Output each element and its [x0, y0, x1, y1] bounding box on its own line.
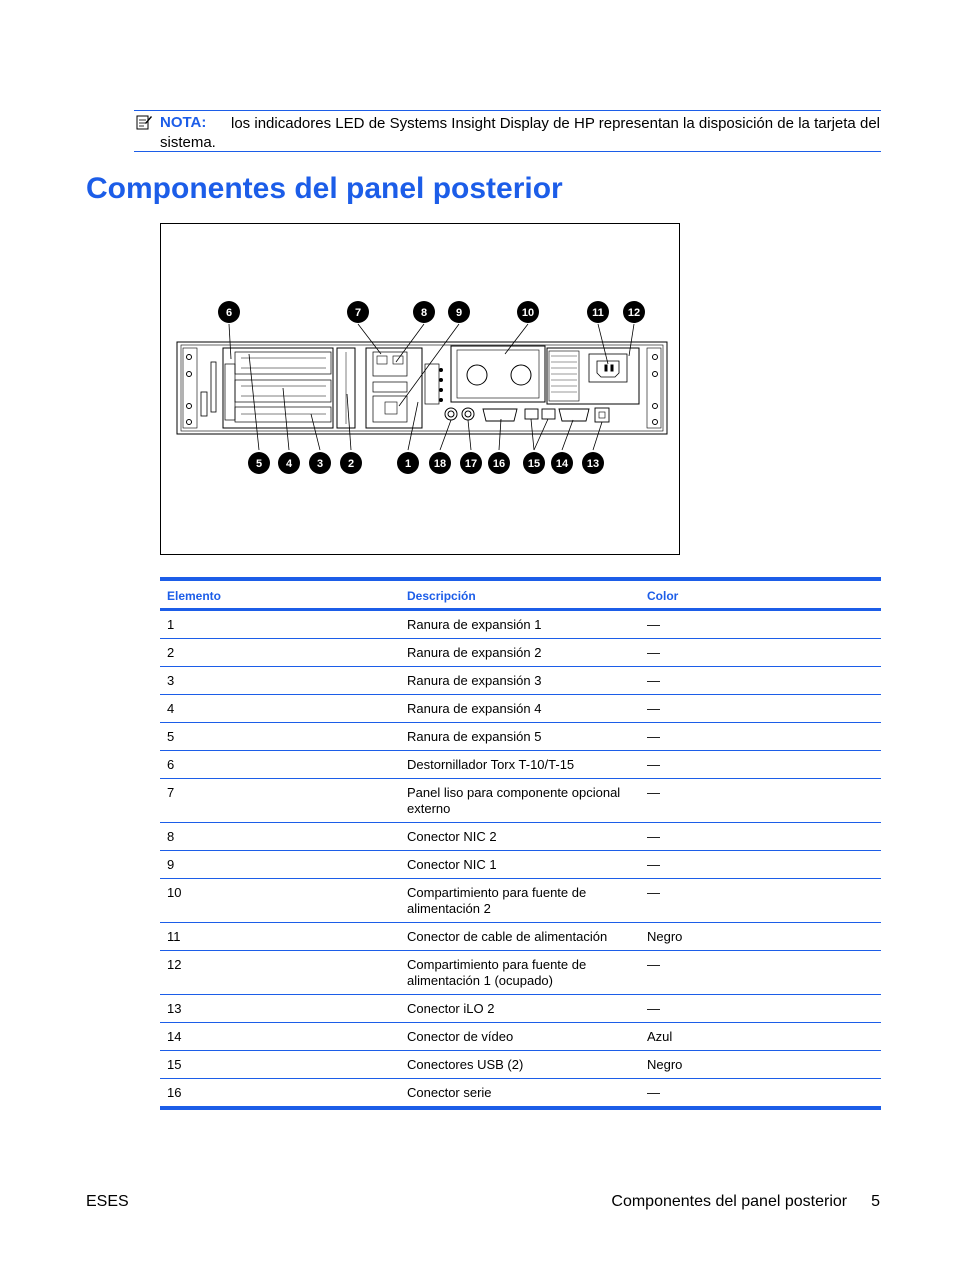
cell-item: 2 [160, 638, 400, 666]
svg-text:17: 17 [464, 458, 478, 470]
table-row [160, 822, 881, 850]
svg-text:12: 12 [627, 307, 641, 319]
callout-5 [248, 452, 270, 474]
cell-description: Ranura de expansión 4 [400, 694, 640, 722]
table-row [160, 1078, 881, 1108]
svg-text:1: 1 [404, 458, 412, 470]
cell-color: Azul [640, 1022, 881, 1050]
callout-15 [523, 452, 545, 474]
cell-item: 16 [160, 1078, 400, 1108]
cell-color: — [640, 950, 881, 994]
cell-color: — [640, 850, 881, 878]
table-header-row [160, 579, 881, 609]
cell-color: — [640, 609, 881, 638]
rear-panel-figure [160, 223, 680, 555]
cell-item: 8 [160, 822, 400, 850]
cell-description: Ranura de expansión 1 [400, 609, 640, 638]
cell-color: — [640, 822, 881, 850]
cell-description: Ranura de expansión 5 [400, 722, 640, 750]
footer-section-title: Componentes del panel posterior [611, 1193, 848, 1210]
callout-11 [587, 301, 609, 323]
callout-14 [551, 452, 573, 474]
cell-description: Conectores USB (2) [400, 1050, 640, 1078]
cell-color: — [640, 994, 881, 1022]
cell-description: Compartimiento para fuente de alimentación 2 [400, 878, 640, 922]
callout-3 [309, 452, 331, 474]
svg-text:8: 8 [420, 307, 428, 319]
callout-12 [623, 301, 645, 323]
callout-6 [218, 301, 240, 323]
cell-item: 6 [160, 750, 400, 778]
cell-description: Destornillador Torx T-10/T-15 [400, 750, 640, 778]
callout-1 [397, 452, 419, 474]
note-box [134, 110, 881, 152]
svg-text:2: 2 [347, 458, 355, 470]
footer-locale: ESES [86, 1193, 129, 1210]
cell-color: — [640, 666, 881, 694]
table-row [160, 666, 881, 694]
cell-color: — [640, 1078, 881, 1108]
svg-text:4: 4 [285, 458, 293, 470]
table-row [160, 850, 881, 878]
svg-text:6: 6 [225, 307, 233, 319]
cell-description: Conector NIC 1 [400, 850, 640, 878]
cell-description: Conector de vídeo [400, 1022, 640, 1050]
page-number: 5 [871, 1193, 880, 1210]
footer-right [611, 1193, 880, 1211]
callout-9 [448, 301, 470, 323]
cell-color: — [640, 778, 881, 822]
table-row [160, 1022, 881, 1050]
note-text: los indicadores LED de Systems Insight Display de HP representan la disposición de la tarjeta del sistema. [160, 115, 880, 151]
cell-description: Panel liso para componente opcional externo [400, 778, 640, 822]
table-row [160, 750, 881, 778]
table-row [160, 722, 881, 750]
cell-color: Negro [640, 922, 881, 950]
svg-text:16: 16 [492, 458, 506, 470]
note-icon [136, 114, 152, 130]
svg-text:15: 15 [527, 458, 541, 470]
callout-13 [582, 452, 604, 474]
cell-item: 11 [160, 922, 400, 950]
cell-item: 9 [160, 850, 400, 878]
cell-description: Ranura de expansión 3 [400, 666, 640, 694]
callout-16 [488, 452, 510, 474]
table-row [160, 878, 881, 922]
svg-text:14: 14 [555, 458, 569, 470]
cell-color: — [640, 878, 881, 922]
cell-item: 5 [160, 722, 400, 750]
callout-18 [429, 452, 451, 474]
table-row [160, 778, 881, 822]
table-row [160, 1050, 881, 1078]
cell-color: — [640, 694, 881, 722]
cell-item: 1 [160, 609, 400, 638]
cell-item: 14 [160, 1022, 400, 1050]
cell-description: Conector serie [400, 1078, 640, 1108]
cell-item: 10 [160, 878, 400, 922]
svg-text:11: 11 [592, 307, 604, 319]
svg-text:9: 9 [455, 307, 463, 319]
cell-color: — [640, 638, 881, 666]
svg-text:10: 10 [521, 307, 535, 319]
cell-item: 13 [160, 994, 400, 1022]
cell-description: Conector iLO 2 [400, 994, 640, 1022]
svg-text:3: 3 [316, 458, 324, 470]
callout-7 [347, 301, 369, 323]
rear-panel-diagram [161, 224, 681, 556]
callout-17 [460, 452, 482, 474]
callout-10 [517, 301, 539, 323]
cell-item: 4 [160, 694, 400, 722]
table-row [160, 922, 881, 950]
table-row [160, 609, 881, 638]
callout-4 [278, 452, 300, 474]
note-label: NOTA: [160, 114, 207, 131]
cell-description: Conector de cable de alimentación [400, 922, 640, 950]
callout-8 [413, 301, 435, 323]
svg-text:13: 13 [586, 458, 600, 470]
page-title: Componentes del panel posterior [86, 172, 563, 205]
svg-text:7: 7 [354, 307, 362, 319]
header-elemento: Elemento [167, 589, 222, 604]
callout-2 [340, 452, 362, 474]
cell-item: 15 [160, 1050, 400, 1078]
table-row [160, 994, 881, 1022]
components-table [160, 577, 881, 1110]
cell-color: — [640, 722, 881, 750]
svg-text:5: 5 [255, 458, 263, 470]
svg-text:18: 18 [433, 458, 447, 470]
header-color: Color [647, 589, 679, 604]
header-descripcion: Descripción [407, 589, 476, 604]
table-row [160, 950, 881, 994]
cell-description: Conector NIC 2 [400, 822, 640, 850]
cell-color: — [640, 750, 881, 778]
cell-item: 3 [160, 666, 400, 694]
cell-item: 12 [160, 950, 400, 994]
cell-description: Ranura de expansión 2 [400, 638, 640, 666]
table-row [160, 638, 881, 666]
cell-description: Compartimiento para fuente de alimentación 1 (ocupado) [400, 950, 640, 994]
cell-color: Negro [640, 1050, 881, 1078]
cell-item: 7 [160, 778, 400, 822]
table-row [160, 694, 881, 722]
